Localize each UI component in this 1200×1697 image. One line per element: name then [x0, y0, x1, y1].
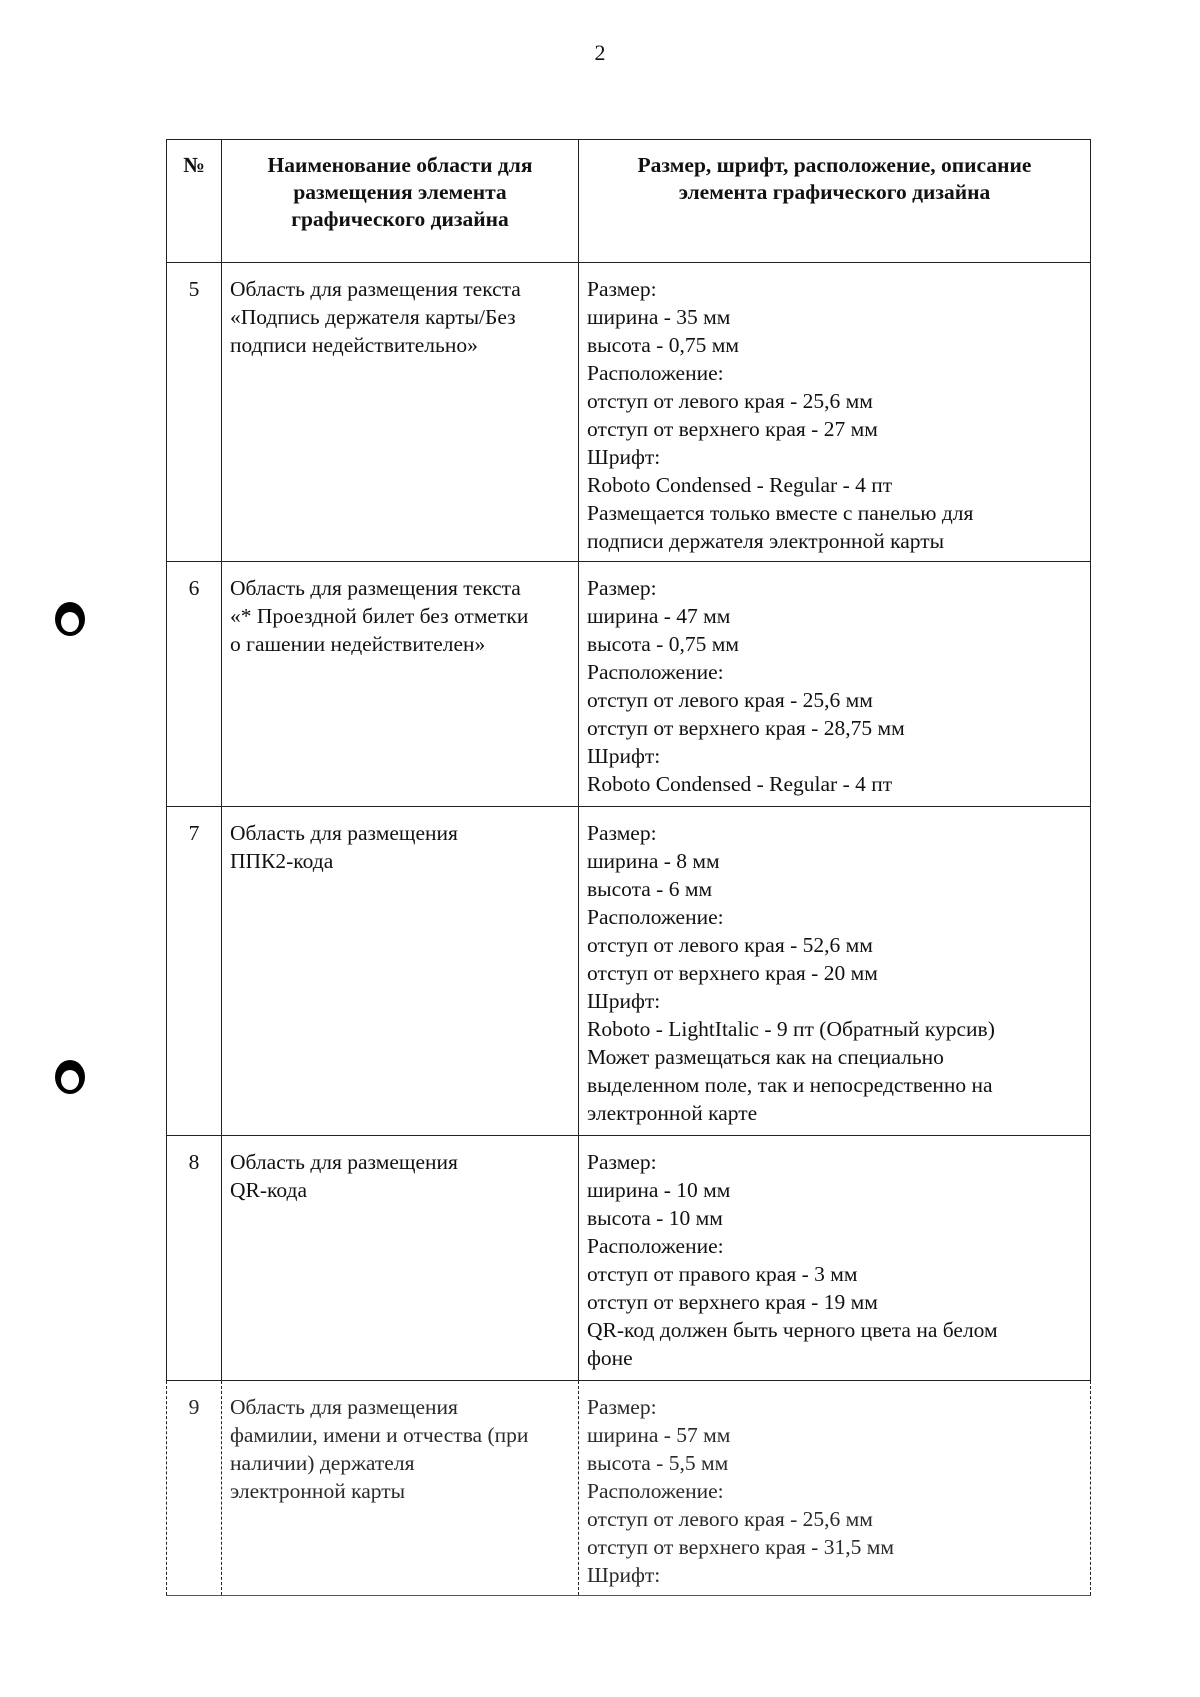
text-line: «Подпись держателя карты/Без	[230, 305, 516, 329]
header-line: графического дизайна	[291, 207, 509, 231]
text-line: высота - 0,75 мм	[587, 333, 739, 357]
text-line: Шрифт:	[587, 744, 661, 768]
area-name	[222, 562, 579, 807]
header-line: элемента графического дизайна	[678, 180, 991, 204]
header-description	[579, 140, 1091, 263]
header-area-name	[222, 140, 579, 263]
text-line: отступ от верхнего края - 28,75 мм	[587, 716, 905, 740]
area-description	[579, 562, 1091, 807]
text-line: Размер:	[587, 821, 657, 845]
text-line: отступ от верхнего края - 19 мм	[587, 1290, 878, 1314]
row-number: 6	[167, 562, 222, 807]
text-line: Расположение:	[587, 1479, 724, 1503]
text-line: наличии) держателя	[230, 1451, 415, 1475]
table-row	[167, 1381, 1091, 1596]
text-line: Область для размещения текста	[230, 277, 521, 301]
text-line: ширина - 57 мм	[587, 1423, 731, 1447]
text-line: отступ от левого края - 25,6 мм	[587, 688, 873, 712]
table-row	[167, 263, 1091, 562]
text-line: Область для размещения	[230, 821, 458, 845]
text-line: высота - 10 мм	[587, 1206, 723, 1230]
text-line: Шрифт:	[587, 445, 661, 469]
text-line: отступ от верхнего края - 20 мм	[587, 961, 878, 985]
table-header-row	[167, 140, 1091, 263]
text-line: электронной карте	[587, 1101, 758, 1125]
text-line: Область для размещения	[230, 1395, 458, 1419]
text-line: подписи недействительно»	[230, 333, 478, 357]
text-line: фоне	[587, 1346, 633, 1370]
text-line: QR-кода	[230, 1178, 307, 1202]
area-description	[579, 1136, 1091, 1381]
row-number: 5	[167, 263, 222, 562]
text-line: отступ от левого края - 25,6 мм	[587, 389, 873, 413]
header-line: размещения элемента	[293, 180, 507, 204]
text-line: электронной карты	[230, 1479, 406, 1503]
text-line: подписи держателя электронной карты	[587, 529, 945, 553]
header-number: №	[167, 140, 222, 263]
row-number: 9	[167, 1381, 222, 1596]
header-line: Размер, шрифт, расположение, описание	[637, 153, 1032, 177]
text-line: Roboto Condensed - Regular - 4 пт	[587, 772, 893, 796]
text-line: о гашении недействителен»	[230, 632, 486, 656]
text-line: высота - 5,5 мм	[587, 1451, 729, 1475]
page-number: 2	[594, 40, 606, 65]
area-name	[222, 1136, 579, 1381]
text-line: Размер:	[587, 277, 657, 301]
punch-hole-top	[55, 602, 85, 636]
text-line: Расположение:	[587, 361, 724, 385]
area-description	[579, 263, 1091, 562]
text-line: Расположение:	[587, 905, 724, 929]
text-line: высота - 0,75 мм	[587, 632, 739, 656]
text-line: Расположение:	[587, 1234, 724, 1258]
text-line: Шрифт:	[587, 1563, 661, 1587]
design-elements-table	[166, 139, 1091, 1596]
text-line: ширина - 8 мм	[587, 849, 720, 873]
text-line: высота - 6 мм	[587, 877, 713, 901]
text-line: Размер:	[587, 576, 657, 600]
area-name	[222, 263, 579, 562]
area-description	[579, 807, 1091, 1136]
punch-hole-bottom	[55, 1060, 85, 1094]
text-line: Может размещаться как на специально	[587, 1045, 944, 1069]
text-line: фамилии, имени и отчества (при	[230, 1423, 529, 1447]
text-line: отступ от правого края - 3 мм	[587, 1262, 858, 1286]
text-line: выделенном поле, так и непосредственно на	[587, 1073, 993, 1097]
text-line: QR-код должен быть черного цвета на белом	[587, 1318, 998, 1342]
text-line: Шрифт:	[587, 989, 661, 1013]
row-number: 8	[167, 1136, 222, 1381]
text-line: Область для размещения текста	[230, 576, 521, 600]
text-line: Область для размещения	[230, 1150, 458, 1174]
text-line: ППК2-кода	[230, 849, 334, 873]
table-row	[167, 807, 1091, 1136]
text-line: отступ от левого края - 52,6 мм	[587, 933, 873, 957]
text-line: Roboto - LightItalic - 9 пт (Обратный курсив)	[587, 1017, 995, 1041]
text-line: Размещается только вместе с панелью для	[587, 501, 974, 525]
text-line: отступ от верхнего края - 27 мм	[587, 417, 878, 441]
row-number: 7	[167, 807, 222, 1136]
area-description	[579, 1381, 1091, 1596]
text-line: Расположение:	[587, 660, 724, 684]
text-line: ширина - 10 мм	[587, 1178, 731, 1202]
table-row	[167, 1136, 1091, 1381]
text-line: Размер:	[587, 1150, 657, 1174]
text-line: ширина - 35 мм	[587, 305, 731, 329]
area-name	[222, 1381, 579, 1596]
area-name	[222, 807, 579, 1136]
text-line: Roboto Condensed - Regular - 4 пт	[587, 473, 893, 497]
text-line: отступ от верхнего края - 31,5 мм	[587, 1535, 894, 1559]
table-row	[167, 562, 1091, 807]
text-line: «* Проездной билет без отметки	[230, 604, 529, 628]
header-line: Наименование области для	[267, 153, 533, 177]
text-line: Размер:	[587, 1395, 657, 1419]
text-line: ширина - 47 мм	[587, 604, 731, 628]
text-line: отступ от левого края - 25,6 мм	[587, 1507, 873, 1531]
